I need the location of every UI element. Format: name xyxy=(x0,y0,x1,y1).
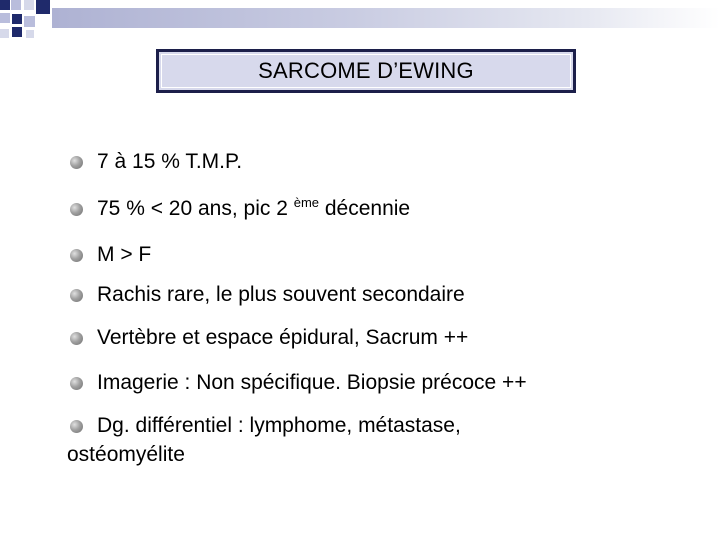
slide-title-box xyxy=(156,49,576,93)
bullet-text: Imagerie : Non spécifique. Biopsie précoce ++ xyxy=(97,371,527,394)
corner-square-pale xyxy=(26,30,34,38)
corner-square-lavender xyxy=(11,0,21,10)
gray-sphere-bullet-icon xyxy=(70,156,83,169)
corner-square-navy xyxy=(12,14,22,24)
corner-square-pale xyxy=(0,29,9,38)
corner-square-pale xyxy=(24,0,34,10)
bullet-text: Rachis rare, le plus souvent secondaire xyxy=(97,283,465,306)
bullet-item xyxy=(97,240,151,269)
superscript-text: ème xyxy=(293,195,320,210)
bullet-item xyxy=(97,280,465,309)
bullet-text: 75 % < 20 ans, pic 2 xyxy=(97,197,294,220)
corner-square-lavender xyxy=(0,13,10,23)
bullet-text: Vertèbre et espace épidural, Sacrum ++ xyxy=(97,326,469,349)
bullet-item xyxy=(97,368,527,397)
gray-sphere-bullet-icon xyxy=(70,420,83,433)
corner-square-navy xyxy=(0,0,10,10)
bullet-text: M > F xyxy=(97,243,152,266)
slide-title-inner xyxy=(161,54,571,88)
slide-title: SARCOME D’EWING xyxy=(258,58,474,83)
gray-sphere-bullet-icon xyxy=(70,249,83,262)
bullet-text: 7 à 15 % T.M.P. xyxy=(97,150,243,173)
bullet-item xyxy=(97,323,468,352)
bullet-item-continuation xyxy=(67,440,185,469)
bullet-item xyxy=(97,411,461,440)
bullet-item xyxy=(97,194,410,223)
corner-square-navy xyxy=(36,0,50,14)
bullet-text: ostéomyélite xyxy=(67,443,185,466)
gray-sphere-bullet-icon xyxy=(70,332,83,345)
bullet-text: décennie xyxy=(319,197,411,220)
gray-sphere-bullet-icon xyxy=(70,289,83,302)
bullet-item xyxy=(97,147,242,176)
corner-square-navy xyxy=(12,27,22,37)
gray-sphere-bullet-icon xyxy=(70,377,83,390)
corner-square-lavender xyxy=(24,16,35,27)
bullet-text: Dg. différentiel : lymphome, métastase, xyxy=(97,414,461,437)
gray-sphere-bullet-icon xyxy=(70,203,83,216)
header-gradient-band xyxy=(52,8,720,28)
